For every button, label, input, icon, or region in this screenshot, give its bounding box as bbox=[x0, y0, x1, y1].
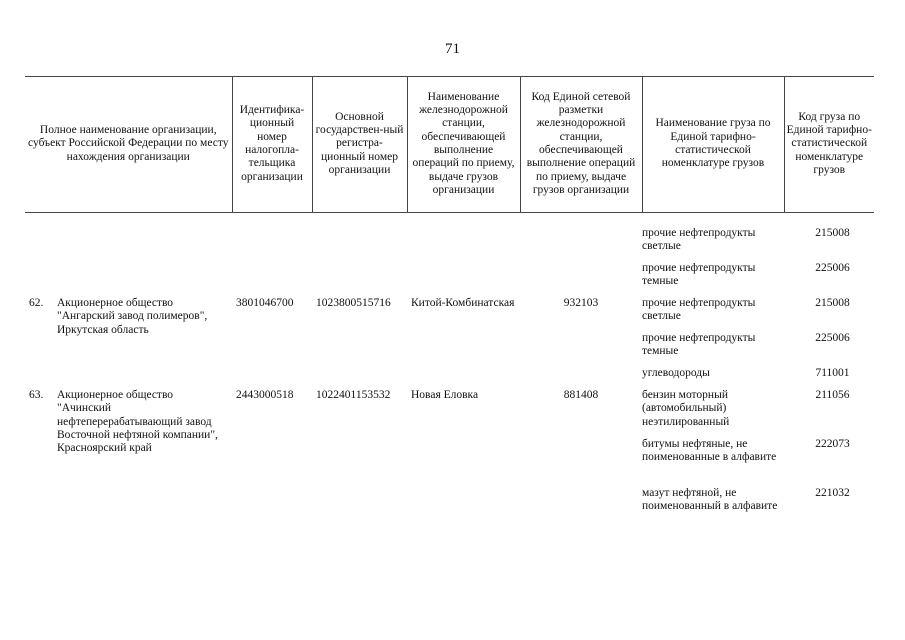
cargo-item bbox=[642, 438, 870, 487]
cargo-code: 222073 bbox=[815, 438, 850, 450]
cargo-code: 211056 bbox=[815, 389, 850, 401]
ogrn-cell: 1023800515716 bbox=[316, 297, 391, 309]
header-inn: Идентифика-ционный номер налогопла-тельщика организации bbox=[232, 77, 312, 213]
org-name: Акционерное общество "Ангарский завод полимеров", Иркутская область bbox=[57, 297, 208, 336]
cargo-item bbox=[642, 332, 870, 367]
page-number: 71 bbox=[445, 41, 460, 57]
cargo-name: мазут нефтяной, не поименованный в алфавите bbox=[642, 487, 778, 513]
station-code-cell: 881408 bbox=[563, 389, 599, 401]
station-cell: Новая Еловка bbox=[411, 389, 479, 401]
cargo-code: 215008 bbox=[815, 227, 850, 239]
row-number: 62. bbox=[29, 297, 44, 309]
cargo-name: углеводороды bbox=[642, 367, 710, 379]
cargo-name: прочие нефтепродукты светлые bbox=[642, 227, 756, 253]
cargo-name: прочие нефтепродукты темные bbox=[642, 262, 756, 288]
cargo-code: 225006 bbox=[815, 262, 850, 274]
table-row bbox=[25, 389, 874, 529]
header-org: Полное наименование организации, субъект Российской Федерации по месту нахождения организации bbox=[25, 77, 232, 213]
cargo-item bbox=[642, 227, 870, 262]
cargo-item bbox=[642, 262, 870, 297]
header-station-code: Код Единой сетевой разметки железнодорожной станции, обеспечивающей выполнение операций по приему, выдаче грузов организации bbox=[520, 77, 642, 213]
table-row bbox=[25, 213, 874, 390]
station-code-cell: 932103 bbox=[563, 297, 599, 309]
cargo-item bbox=[642, 487, 870, 529]
header-cargo-name: Наименование груза по Единой тарифно-статистической номенклатуре грузов bbox=[642, 77, 784, 213]
cargo-name: бензин моторный (автомобильный) неэтилированный bbox=[642, 389, 730, 428]
cargo-code: 711001 bbox=[815, 367, 850, 379]
cargo-name: битумы нефтяные, не поименованные в алфавите bbox=[642, 438, 777, 464]
header-station-name: Наименование железнодорожной станции, обеспечивающей выполнение операций по приему, выдаче грузов организации bbox=[407, 77, 520, 213]
cargo-list bbox=[642, 389, 874, 529]
table-header-row bbox=[25, 77, 874, 213]
inn-cell: 2443000518 bbox=[236, 389, 294, 401]
cargo-item bbox=[642, 367, 870, 389]
cargo-code: 225006 bbox=[815, 332, 850, 344]
cargo-list bbox=[642, 213, 874, 390]
org-cell bbox=[25, 213, 232, 390]
inn-cell: 3801046700 bbox=[236, 297, 294, 309]
header-cargo-code: Код груза по Единой тарифно-статистической номенклатуре грузов bbox=[784, 77, 874, 213]
header-ogrn: Основной государствен-ный регистра-ционный номер организации bbox=[312, 77, 407, 213]
station-cell: Китой-Комбинатская bbox=[411, 297, 515, 309]
org-name: Акционерное общество "Ачинский нефтеперерабатывающий завод Восточной нефтяной компании", Красноярский край bbox=[57, 389, 218, 455]
cargo-name: прочие нефтепродукты темные bbox=[642, 332, 756, 358]
cargo-item bbox=[642, 389, 870, 438]
cargo-item bbox=[642, 297, 870, 332]
organizations-table bbox=[25, 76, 874, 529]
row-number: 63. bbox=[29, 389, 44, 401]
cargo-name: прочие нефтепродукты светлые bbox=[642, 297, 756, 323]
ogrn-cell: 1022401153532 bbox=[316, 389, 391, 401]
cargo-code: 221032 bbox=[815, 487, 850, 499]
org-cell bbox=[25, 389, 232, 529]
cargo-code: 215008 bbox=[815, 297, 850, 309]
